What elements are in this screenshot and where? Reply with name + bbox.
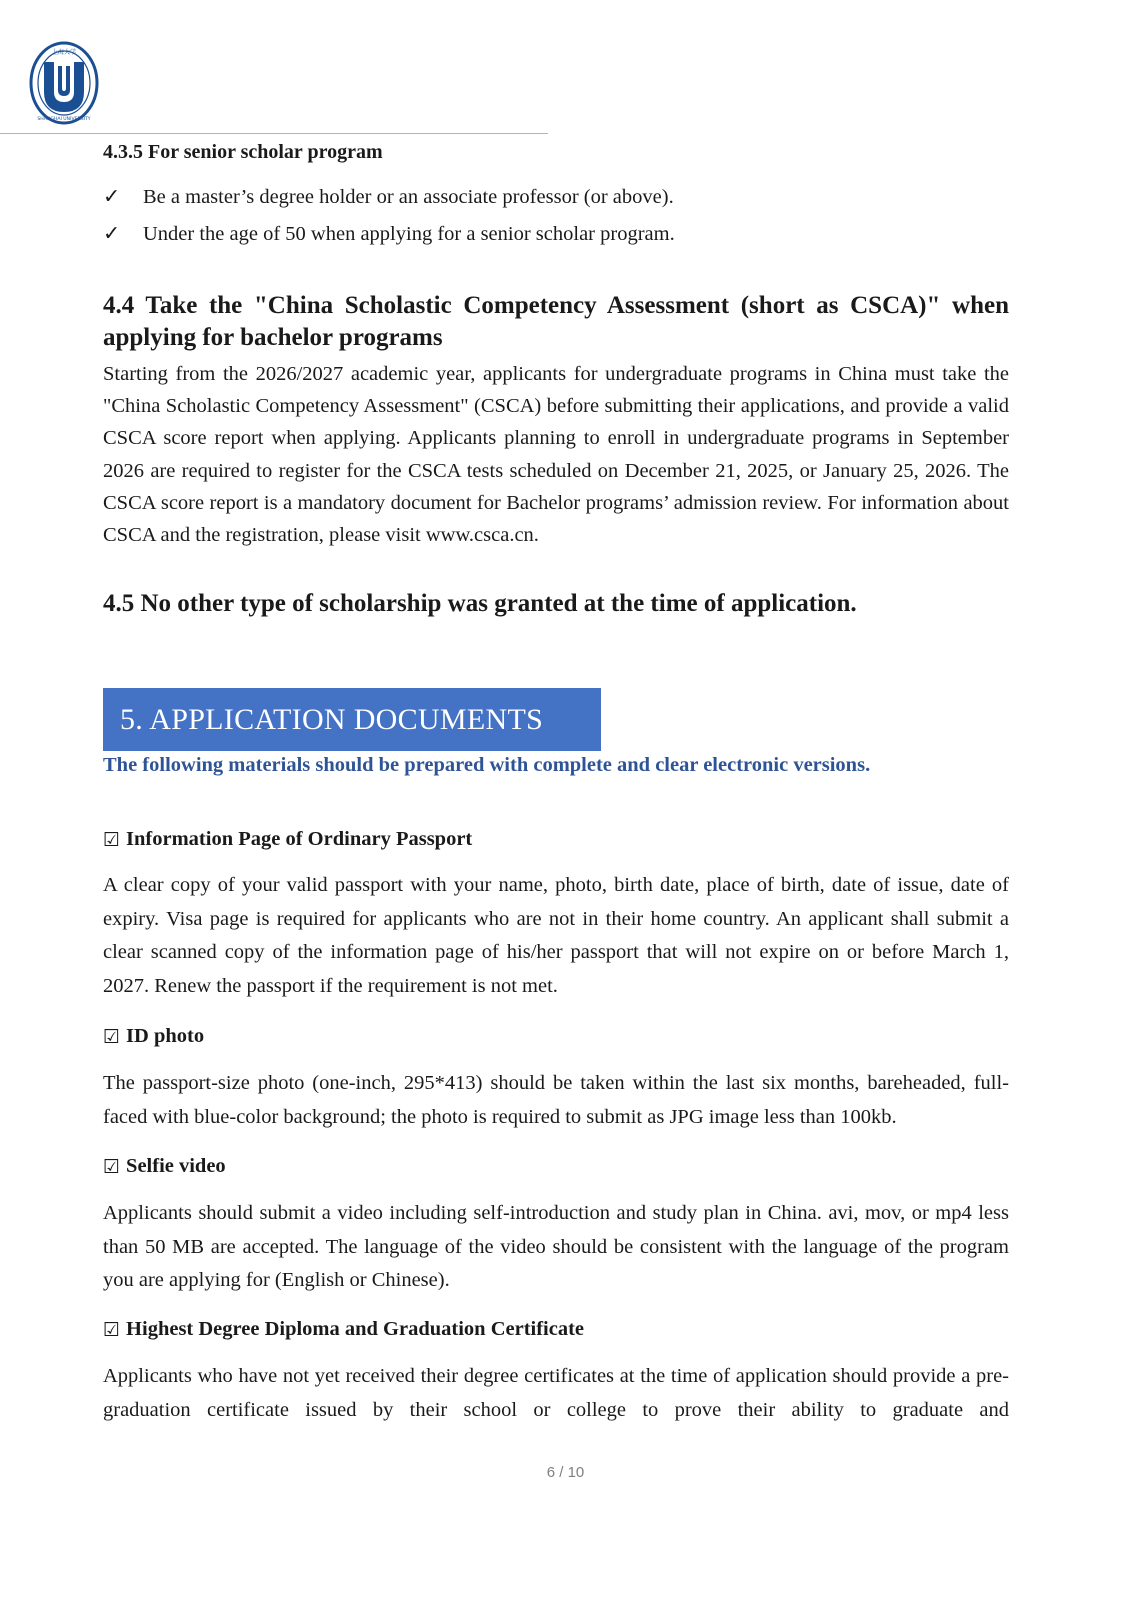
- checked-box-icon: ☑: [103, 1025, 121, 1048]
- document-title: [103, 828, 1009, 851]
- svg-text:上海大学: 上海大学: [51, 49, 77, 56]
- document-description: Applicants should submit a video including self-introduction and study plan in China. avi, mov, or mp4 less than 50 MB are accepted. The language of the video should be consistent with the language of the program you are applying for (English or Chinese).: [103, 1202, 1009, 1291]
- list-item: [103, 216, 1033, 253]
- document-title-text: ID photo: [126, 1025, 205, 1047]
- document-title: [103, 1025, 1009, 1048]
- section-heading: 4.5 No other type of scholarship was granted at the time of application.: [103, 590, 857, 617]
- list-item-text: Be a master’s degree holder or an associate professor (or above).: [143, 186, 674, 208]
- document-title-text: Highest Degree Diploma and Graduation Certificate: [126, 1318, 585, 1340]
- section-5-intro: [103, 754, 1033, 777]
- list-item-text: Under the age of 50 when applying for a senior scholar program.: [143, 223, 675, 245]
- checkmark-icon: ✓: [103, 186, 121, 208]
- section-5-banner: 5. APPLICATION DOCUMENTS: [103, 688, 601, 751]
- intro-text: The following materials should be prepared with complete and clear electronic versions.: [103, 754, 871, 776]
- document-description: The passport-size photo (one-inch, 295*413) should be taken within the last six months, bareheaded, full-faced with blue-color background; the photo is required to submit as JPG image less than 100kb.: [103, 1072, 1009, 1128]
- shanghai-university-logo-icon: [28, 40, 100, 126]
- document-description: Applicants who have not yet received their degree certificates at the time of application should provide a pre-graduation certificate issued by their school or college to prove their ability to graduate and: [103, 1365, 1009, 1421]
- document-title-text: Selfie video: [126, 1155, 226, 1177]
- document-item-selfie-video: [103, 1155, 1009, 1298]
- page-number: 6 / 10: [546, 1464, 585, 1481]
- checked-box-icon: ☑: [103, 1155, 121, 1178]
- document-title: [103, 1318, 1009, 1341]
- section-4-4: [103, 290, 1009, 551]
- checkmark-icon: ✓: [103, 223, 121, 245]
- university-logo: [28, 40, 100, 126]
- section-heading: 4.3.5 For senior scholar program: [103, 141, 383, 163]
- section-body: Starting from the 2026/2027 academic year, applicants for undergraduate programs in China must take the "China Scholastic Competency Assessment" (CSCA) before submitting their applications, and provide a valid CSCA score report when applying. Applicants planning to enroll in undergraduate programs in September 2026 are required to register for the CSCA tests scheduled on December 21, 2025, or January 25, 2026. The CSCA score report is a mandatory document for Bachelor programs’ admission review. For information about CSCA and the registration, please visit www.csca.cn.: [103, 363, 1009, 547]
- checked-box-icon: ☑: [103, 828, 121, 851]
- document-title-text: Information Page of Ordinary Passport: [126, 828, 473, 850]
- section-4-3-5: [103, 141, 1033, 253]
- list-item: [103, 179, 1033, 216]
- header-divider: [0, 133, 548, 134]
- section-heading: 4.4 Take the "China Scholastic Competency Assessment (short as CSCA)" when applying for bachelor programs: [103, 292, 1009, 351]
- document-item-passport: [103, 828, 1009, 1003]
- section-4-5: [103, 588, 1033, 620]
- document-item-diploma: [103, 1318, 1009, 1427]
- document-item-id-photo: [103, 1025, 1009, 1134]
- requirement-list: [103, 179, 1033, 253]
- document-description: A clear copy of your valid passport with your name, photo, birth date, place of birth, date of issue, date of expiry. Visa page is required for applicants who are not in their home country. An applicant shall submit a clear scanned copy of the information page of his/her passport that will not expire on or before March 1, 2027. Renew the passport if the requirement is not met.: [103, 874, 1009, 997]
- document-title: [103, 1155, 1009, 1178]
- checked-box-icon: ☑: [103, 1318, 121, 1341]
- svg-text:SHANGHAI UNIVERSITY: SHANGHAI UNIVERSITY: [37, 117, 91, 122]
